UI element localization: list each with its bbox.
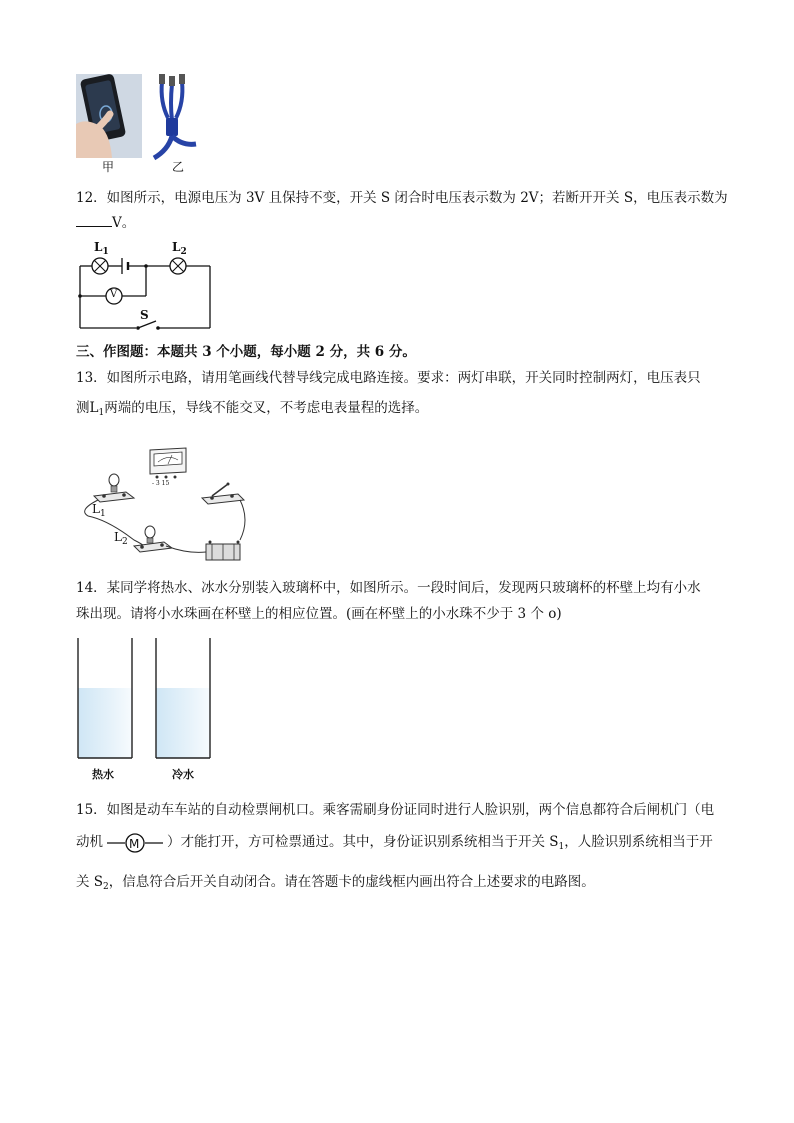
q12-line2-suffix: V。 [112,215,136,231]
q12-label-l2: $L_2$ [172,240,187,257]
q14-label-hot: 热水 [92,768,114,781]
q11-figure [76,74,206,174]
lamp-l1-device-icon [94,474,134,502]
q14-line2: 珠出现。请将小水珠画在杯壁上的相应位置。(画在杯壁上的小水珠不少于 3 个 o) [76,606,562,622]
q13-label-l1: $L_1$ [92,502,106,519]
q12-line2 [76,212,135,233]
q13-circuit-figure [78,440,248,570]
q12-circuit-figure [76,238,216,334]
q14-line1: 14．某同学将热水、冰水分别装入玻璃杯中，如图所示。一段时间后，发现两只玻璃杯的杯壁上均有小水 [76,580,701,596]
section3-heading: 三、作图题：本题共 3 个小题，每小题 2 分，共 6 分。 [76,344,416,360]
cold-water-glass-icon [156,638,210,758]
q12-line1: 12．如图所示，电源电压为 3V 且保持不变，开关 S 闭合时电压表示数为 2V；若断开开关 S，电压表示数为 [76,190,728,206]
lamp-l2-device-icon [134,526,172,552]
q14-label-cold: 冷水 [172,768,194,781]
hot-water-glass-icon [78,638,132,758]
q13-line2: 测$L_1$两端的电压，导线不能交叉，不考虑电表量程的选择。 [76,400,429,418]
switch-s-icon [138,321,156,328]
switch-device-icon [202,483,244,505]
q13-voltmeter-scale: - 3 15 [152,480,170,487]
q12-label-s: S [140,308,149,322]
q11-label-yi: 乙 [172,160,185,174]
q13-label-l2: $L_2$ [114,530,128,547]
q12-label-l1: $L_1$ [94,240,109,257]
q14-glasses-drawing [76,638,216,763]
q11-label-jia: 甲 [102,160,115,174]
q15-line1: 15．如图是动车车站的自动检票闸机口。乘客需刷身份证同时进行人脸识别，两个信息都符合后闸机门（电 [76,802,715,818]
q14-glasses-figure [76,638,216,783]
phone-fingerprint-image [76,74,142,158]
q12-answer-blank[interactable] [76,212,112,227]
motor-symbol: M [103,833,167,853]
q13-line1: 13．如图所示电路，请用笔画线代替导线完成电路连接。要求：两灯串联，开关同时控制两灯，电压表只 [76,370,701,386]
battery-device-icon [206,541,240,561]
q12-label-v: V [110,289,118,300]
usb-cable-image [148,74,198,158]
voltmeter-device-icon [150,448,186,479]
q15-line3: 关 $S_2$，信息符合后开关自动闭合。请在答题卡的虚线框内画出符合上述要求的电路图。 [76,874,595,892]
q15-line2: 动机 M ）才能打开，方可检票通过。其中，身份证识别系统相当于开关 $S_1$，人脸识别系统相当于开 [76,834,713,852]
